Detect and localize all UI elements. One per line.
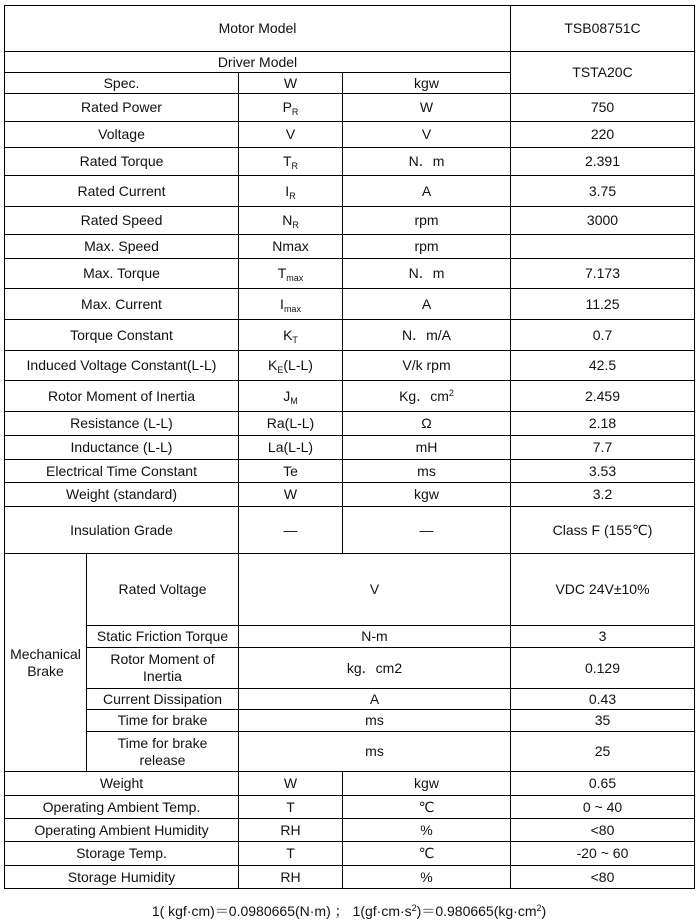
spec-unit xyxy=(343,235,511,259)
spec-name: Weight (standard) xyxy=(5,483,239,507)
brake-row xyxy=(5,710,695,732)
footnote-part2: )＝0.980665(kg·cm xyxy=(416,903,537,919)
spec-value: 42.5 xyxy=(511,351,695,381)
unit-text: N．m xyxy=(408,153,445,169)
symbol-subscript: R xyxy=(289,190,296,201)
spec-unit xyxy=(343,94,511,122)
insulation-row xyxy=(5,507,695,554)
symbol-text: I xyxy=(280,295,284,312)
spec-row xyxy=(5,351,695,381)
brake-name xyxy=(87,626,239,648)
spec-row xyxy=(5,320,695,351)
spec-symbol xyxy=(239,483,343,507)
spec-name: Voltage xyxy=(5,122,239,148)
spec-name: Rotor Moment of Inertia xyxy=(5,381,239,412)
spec-name: Rated Power xyxy=(5,94,239,122)
unit-text: Kg．cm xyxy=(399,387,449,404)
env-name: Operating Ambient Humidity xyxy=(5,819,239,842)
spec-name: Max. Speed xyxy=(5,235,239,259)
brake-name-line1: Static Friction Torque xyxy=(96,628,229,644)
footnote-part3: ) xyxy=(541,903,547,919)
spec-unit xyxy=(343,176,511,207)
spec-symbol xyxy=(239,122,343,148)
brake-row xyxy=(5,554,695,626)
spec-value xyxy=(511,235,695,259)
env-row xyxy=(5,796,695,819)
env-symbol: T xyxy=(239,796,343,819)
spec-symbol xyxy=(239,381,343,412)
symbol-text: J xyxy=(283,387,291,404)
spec-unit xyxy=(343,122,511,148)
symbol-text: La(L-L) xyxy=(267,439,314,455)
env-name: Operating Ambient Temp. xyxy=(5,796,239,819)
env-unit: % xyxy=(343,819,511,842)
unit-text: V xyxy=(421,126,432,142)
spec-unit xyxy=(343,351,511,381)
env-unit: kgw xyxy=(343,772,511,796)
spec-name: Max. Current xyxy=(5,289,239,320)
motor-model-label: Motor Model xyxy=(5,6,511,52)
brake-unit: ms xyxy=(239,732,511,772)
env-name: Storage Temp. xyxy=(5,842,239,866)
spec-name: Torque Constant xyxy=(5,320,239,351)
spec-value: 0.7 xyxy=(511,320,695,351)
brake-value: 0.43 xyxy=(511,689,695,710)
unit-text: V/k rpm xyxy=(402,357,451,373)
spec-value: 3.75 xyxy=(511,176,695,207)
brake-value: 35 xyxy=(511,710,695,732)
brake-name-line1: Rotor Moment of xyxy=(110,651,215,667)
spec-value: 750 xyxy=(511,94,695,122)
symbol-suffix: (L-L) xyxy=(283,357,313,373)
spec-name: Max. Torque xyxy=(5,259,239,289)
symbol-text: W xyxy=(283,486,298,502)
brake-row xyxy=(5,626,695,648)
symbol-subscript: T xyxy=(292,334,298,345)
spec-table-body xyxy=(5,6,695,889)
spec-row xyxy=(5,148,695,176)
env-row xyxy=(5,866,695,889)
spec-table xyxy=(4,5,695,889)
unit-text: rpm xyxy=(414,212,439,228)
spec-row xyxy=(5,460,695,483)
spec-unit xyxy=(343,483,511,507)
brake-name xyxy=(87,689,239,710)
unit-header: kgw xyxy=(343,73,511,94)
brake-unit: kg．cm2 xyxy=(239,648,511,689)
spec-name: Rated Current xyxy=(5,176,239,207)
driver-model-label: Driver Model xyxy=(5,52,511,73)
spec-name: Inductance (L-L) xyxy=(5,436,239,460)
brake-label-line2: Brake xyxy=(27,662,64,679)
env-symbol: RH xyxy=(239,819,343,842)
symbol-text: I xyxy=(285,182,290,199)
spec-name: Rated Torque xyxy=(5,148,239,176)
env-unit: % xyxy=(343,866,511,889)
spec-row xyxy=(5,94,695,122)
symbol-text: K xyxy=(268,357,278,373)
brake-value: VDC 24V±10% xyxy=(511,554,695,626)
symbol-subscript: M xyxy=(290,395,298,406)
insulation-symbol: — xyxy=(239,507,343,554)
unit-text: N．m/A xyxy=(402,326,451,343)
spec-value: 2.391 xyxy=(511,148,695,176)
symbol-text: Nmax xyxy=(272,238,309,254)
unit-text: A xyxy=(421,182,432,199)
spec-row xyxy=(5,176,695,207)
motor-model-value: TSB08751C xyxy=(511,6,695,52)
env-unit: ℃ xyxy=(343,796,511,819)
spec-symbol xyxy=(239,207,343,235)
symbol-text: P xyxy=(282,99,292,115)
env-row xyxy=(5,842,695,866)
spec-row xyxy=(5,207,695,235)
footnote-sup2: 2 xyxy=(536,903,542,913)
spec-row xyxy=(5,259,695,289)
env-value: <80 xyxy=(511,819,695,842)
symbol-text: K xyxy=(283,326,293,343)
env-row xyxy=(5,772,695,796)
env-value: 0 ~ 40 xyxy=(511,796,695,819)
env-symbol: T xyxy=(239,842,343,866)
env-row xyxy=(5,819,695,842)
unit-text: A xyxy=(421,295,432,312)
unit-conversion-footnote xyxy=(4,902,694,921)
symbol-text: V xyxy=(285,126,296,142)
spec-unit xyxy=(343,412,511,436)
symbol-text: T xyxy=(277,265,287,281)
brake-name-line2: release xyxy=(139,751,186,768)
spec-row xyxy=(5,289,695,320)
brake-name xyxy=(87,732,239,772)
brake-value: 25 xyxy=(511,732,695,772)
spec-unit xyxy=(343,259,511,289)
spec-value: 7.173 xyxy=(511,259,695,289)
driver-model-value: TSTA20C xyxy=(511,52,695,94)
env-name: Weight xyxy=(5,772,239,796)
unit-superscript: 2 xyxy=(448,387,454,398)
footnote-sup: 2 xyxy=(411,903,417,913)
spec-value: 7.7 xyxy=(511,436,695,460)
insulation-unit: — xyxy=(343,507,511,554)
unit-text: Ω xyxy=(421,415,432,431)
motor-model-row xyxy=(5,6,695,52)
spec-value: 11.25 xyxy=(511,289,695,320)
spec-symbol xyxy=(239,94,343,122)
spec-unit xyxy=(343,320,511,351)
symbol-subscript: max xyxy=(286,273,304,283)
spec-symbol xyxy=(239,148,343,176)
unit-text: W xyxy=(419,99,434,115)
symbol-text: N xyxy=(282,212,293,228)
spec-value: 2.18 xyxy=(511,412,695,436)
spec-row xyxy=(5,381,695,412)
spec-name: Rated Speed xyxy=(5,207,239,235)
unit-text: rpm xyxy=(414,238,439,254)
brake-group-label xyxy=(5,554,87,772)
brake-name xyxy=(87,710,239,732)
spec-row xyxy=(5,483,695,507)
spec-unit xyxy=(343,381,511,412)
brake-name xyxy=(87,648,239,689)
brake-name-line1: Rated Voltage xyxy=(118,581,207,597)
unit-text: N．m xyxy=(408,265,445,281)
spec-unit xyxy=(343,148,511,176)
brake-row xyxy=(5,689,695,710)
brake-name-line1: Time for brake xyxy=(117,712,208,728)
spec-symbol xyxy=(239,460,343,483)
brake-label-line1: Mechanical xyxy=(10,645,81,662)
spec-name: Resistance (L-L) xyxy=(5,412,239,436)
driver-model-row xyxy=(5,52,695,73)
brake-name-line1: Current Dissipation xyxy=(102,690,223,707)
symbol-text: Te xyxy=(283,462,298,479)
brake-unit: ms xyxy=(239,710,511,732)
insulation-value: Class F (155℃) xyxy=(511,507,695,554)
brake-unit: V xyxy=(239,554,511,626)
spec-symbol xyxy=(239,259,343,289)
symbol-subscript: R xyxy=(291,107,299,117)
brake-unit: A xyxy=(239,689,511,710)
brake-unit: N-m xyxy=(239,626,511,648)
spec-value: 2.459 xyxy=(511,381,695,412)
spec-name: Induced Voltage Constant(L-L) xyxy=(5,351,239,381)
spec-value: 3.2 xyxy=(511,483,695,507)
spec-row xyxy=(5,412,695,436)
brake-name-line1: Time for brake xyxy=(117,734,208,751)
brake-name-line2: Inertia xyxy=(143,668,182,684)
env-value: -20 ~ 60 xyxy=(511,842,695,866)
unit-text: ms xyxy=(417,462,436,479)
spec-row xyxy=(5,235,695,259)
spec-row xyxy=(5,122,695,148)
spec-symbol xyxy=(239,235,343,259)
env-value: <80 xyxy=(511,866,695,889)
spec-symbol xyxy=(239,176,343,207)
symbol-subscript: max xyxy=(283,303,301,314)
symbol-subscript: R xyxy=(291,161,299,171)
brake-row xyxy=(5,648,695,689)
symbol-text: T xyxy=(282,153,292,169)
spec-unit xyxy=(343,207,511,235)
spec-value: 3000 xyxy=(511,207,695,235)
spec-unit xyxy=(343,436,511,460)
symbol-subscript: E xyxy=(277,365,284,375)
brake-row xyxy=(5,732,695,772)
insulation-name: Insulation Grade xyxy=(5,507,239,554)
spec-symbol xyxy=(239,320,343,351)
symbol-subscript: R xyxy=(292,220,299,230)
spec-symbol xyxy=(239,412,343,436)
env-unit: ℃ xyxy=(343,842,511,866)
env-name: Storage Humidity xyxy=(5,866,239,889)
symbol-header: W xyxy=(239,73,343,94)
env-symbol: W xyxy=(239,772,343,796)
env-symbol: RH xyxy=(239,866,343,889)
symbol-text: Ra(L-L) xyxy=(266,415,315,431)
spec-value: 3.53 xyxy=(511,460,695,483)
spec-symbol xyxy=(239,436,343,460)
spec-row xyxy=(5,436,695,460)
spec-header: Spec. xyxy=(5,73,239,94)
brake-value: 3 xyxy=(511,626,695,648)
footnote-part1: 1( kgf·cm)＝0.0980665(N·m) ； 1(gf·cm·s xyxy=(151,903,412,919)
spec-name: Electrical Time Constant xyxy=(5,460,239,483)
brake-name xyxy=(87,554,239,626)
spec-unit xyxy=(343,289,511,320)
spec-symbol xyxy=(239,289,343,320)
spec-symbol xyxy=(239,351,343,381)
unit-text: kgw xyxy=(414,486,439,502)
unit-text: mH xyxy=(415,439,438,455)
env-value: 0.65 xyxy=(511,772,695,796)
spec-value: 220 xyxy=(511,122,695,148)
spec-unit xyxy=(343,460,511,483)
brake-value: 0.129 xyxy=(511,648,695,689)
